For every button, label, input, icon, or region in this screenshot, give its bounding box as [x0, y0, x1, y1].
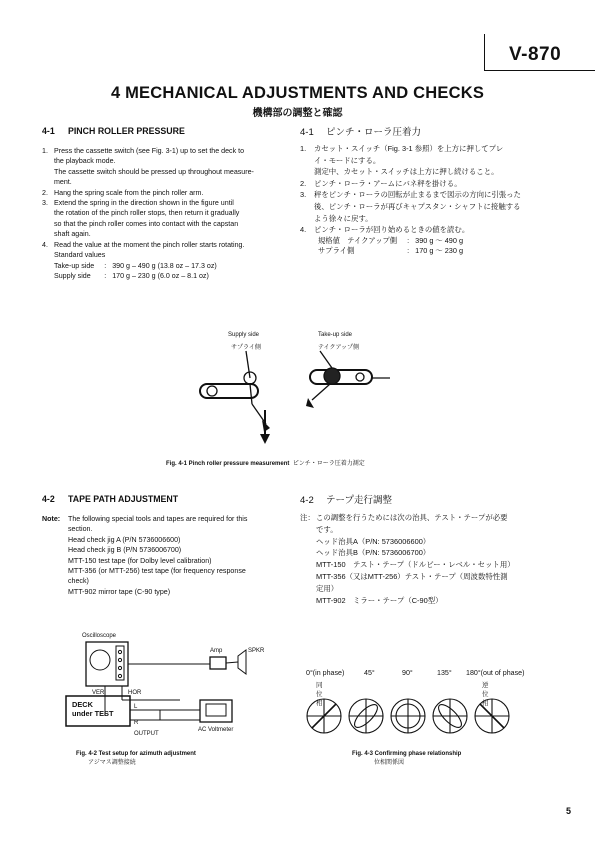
step-line: 後、ピンチ・ローラが再びキャプスタン・シャフトに接触する [314, 201, 521, 211]
hor-label: HOR [128, 690, 142, 696]
note-line: Head check jig B (P/N 5736006700) [68, 546, 182, 555]
step-number: 4. [300, 225, 307, 235]
standard-value-sep: : [407, 246, 410, 256]
standard-value-label: 規格値 テイクアップ側 [318, 236, 398, 245]
step-line: the playback mode. [54, 157, 116, 166]
step-line: カセット・スイッチ（Fig. 3-1 参照）を上方に押してプレ [314, 144, 504, 153]
note-line: MTT-150 テスト・テープ（ドルビー・レベル・セット用） [316, 560, 515, 570]
page-number: 5 [566, 806, 572, 816]
step-number: 4. [42, 240, 48, 249]
model-number: V-870 [509, 44, 562, 65]
note-line: MTT-902 ミラー・テープ（C-90型） [316, 595, 443, 605]
out-phase-jp-label: 逆位相 [482, 682, 489, 707]
phase-0-label: 0°(in phase) [306, 669, 345, 677]
fig-4-2-caption: Fig. 4-2 Test setup for azimuth adjustment アジマス調整接続 [76, 751, 196, 766]
ac-voltmeter-label: AC Voltmeter [198, 727, 234, 733]
step-line: ment. [54, 178, 72, 187]
fig-4-1-takeup-label: Take-up side [318, 332, 353, 338]
note-line: MTT-902 mirror tape (C-90 type) [68, 587, 171, 596]
step-line: The cassette switch should be pressed up throughout measure- [54, 167, 254, 176]
standard-value-value: 170 g – 230 g (6.0 oz – 8.1 oz) [112, 272, 209, 281]
oscilloscope-label: Oscilloscope [82, 633, 117, 639]
amp-label: Amp [210, 648, 223, 654]
standard-value-row [318, 236, 467, 246]
step-line: 秤をピンチ・ローラの回転が止まるまで図示の方向に引張った [314, 190, 521, 200]
note-line: 定用） [316, 583, 339, 593]
step-number: 1. [42, 147, 48, 155]
note-line: check) [68, 577, 89, 586]
step-line: ピンチ・ローラ・アームにバネ秤を掛ける。 [314, 178, 462, 188]
spkr-label: SPKR [248, 648, 265, 654]
channel-r-label: R [134, 720, 139, 726]
phase-lissajous-figures [304, 694, 514, 738]
step-3 [300, 189, 560, 224]
step-2 [300, 178, 560, 190]
step-1 [300, 143, 560, 178]
step-1 [42, 146, 292, 188]
phase-180-label: 180°(out of phase) [466, 669, 525, 677]
output-label: OUTPUT [134, 731, 159, 737]
note-line: この調整を行うためには次の治具、テスト・テープが必要 [316, 513, 508, 522]
step-number: 2. [300, 178, 307, 188]
section-4-1-heading: 4-1 PINCH ROLLER PRESSURE [42, 126, 185, 136]
step-line: 測定中、カセット・スイッチは上方に押し続けること。 [314, 167, 499, 177]
fig-4-1-takeup-label-jp: テイクアップ側 [318, 345, 360, 351]
step-number: 3. [300, 190, 307, 200]
phase-90-figure [391, 699, 425, 733]
standard-value-label: Take-up side [54, 262, 95, 270]
step-line: the rotation of the pinch roller stops, then return it gradually [54, 209, 240, 218]
deck-under-test-label: DECK under TEST [72, 700, 114, 718]
step-line: よう徐々に戻す。 [314, 213, 373, 223]
standard-value-row [54, 271, 221, 281]
step-line: Standard values [54, 251, 106, 260]
note-line: section. [68, 525, 93, 534]
standard-values-jp [318, 236, 467, 257]
phase-135-label: 135° [437, 669, 452, 677]
section-4-2-note-jp: 注： この調整を行うためには次の治具、テスト・テープが必要 です。 ヘッド治具A（P/N: 5736006600） ヘッド治具B（P/N: 5736006700） MTT-150 テスト・テープ（ドルビー・レベル・セット用） MTT-356（又はMTT-256）テスト・テープ（周波数特性測 定用） MTT-902 ミラー・テープ（C-90型） [300, 512, 570, 606]
standard-value-label: Supply side [54, 272, 91, 281]
ver-label: VER [92, 690, 105, 696]
page-title: 4 MECHANICAL ADJUSTMENTS AND CHECKS [110, 84, 485, 102]
standard-value-value: 390 g ～ 490 g [415, 236, 464, 245]
section-4-2-heading: 4-2 TAPE PATH ADJUSTMENT [42, 494, 179, 504]
section-4-2-heading-jp: 4-2 テープ走行調整 [300, 495, 393, 506]
section-4-1-heading-jp: 4-1 ピンチ・ローラ圧着力 [300, 127, 422, 138]
fig-4-3-caption: Fig. 4-3 Confirming phase relationship 位相関係図 [352, 751, 462, 766]
step-line: so that the pinch roller comes into contact with the capstan [54, 219, 239, 228]
step-2 [42, 188, 292, 198]
standard-value-sep: : [104, 262, 107, 270]
phase-0-figure [307, 699, 341, 733]
phase-45-label: 45° [364, 669, 375, 677]
step-line: Read the value at the moment the pinch roller starts rotating. [54, 240, 245, 249]
step-number: 1. [300, 144, 307, 153]
note-line: MTT-356 (or MTT-256) test tape (for frequency response [68, 567, 246, 576]
note-line: The following special tools and tapes are required for this [68, 515, 248, 523]
page-title-jp: 機構部の調整と確認 [252, 108, 343, 119]
section-4-2-note: Note: The following special tools and tapes are required for this section. Head check jig A (P/N 5736006600) Head check jig B (P/N 5736006700) MTT-150 test tape (for Dolby level calibration) MTT-356 (or MTT-256) test tape (for frequency response check) MTT-902 mirror tape (C-90 type) [42, 514, 292, 597]
step-line: イ・モードにする。 [314, 155, 381, 165]
standard-values [54, 261, 221, 282]
note-line: ヘッド治具A（P/N: 5736006600） [316, 536, 431, 546]
section-4-1-steps [42, 146, 292, 260]
step-4 [300, 224, 560, 236]
note-line: です。 [316, 524, 338, 534]
note-line: Head check jig A (P/N 5736006600) [68, 535, 181, 544]
step-number: 3. [42, 199, 48, 208]
step-line: ピンチ・ローラが回り始めるときの値を読む。 [314, 225, 470, 235]
step-number: 2. [42, 188, 48, 197]
step-3 [42, 198, 292, 240]
step-line: Extend the spring in the direction shown in the figure until [54, 199, 234, 208]
step-line: Hang the spring scale from the pinch roller arm. [54, 188, 204, 197]
in-phase-jp-label: 同位相 [316, 682, 323, 707]
phase-135-figure [433, 699, 467, 733]
standard-value-sep: : [407, 236, 410, 245]
phase-90-label: 90° [402, 669, 413, 677]
note-line: ヘッド治具B（P/N: 5736006700） [316, 548, 431, 558]
step-line: Press the cassette switch (see Fig. 3-1) up to set the deck to [54, 147, 245, 155]
fig-4-1-supply-label-jp: サプライ側 [231, 345, 261, 351]
section-4-1-steps-jp [300, 143, 560, 236]
step-4 [42, 240, 292, 261]
note-line: MTT-150 test tape (for Dolby level calibration) [68, 556, 212, 565]
standard-value-row [54, 261, 221, 271]
standard-value-label: サプライ側 [318, 246, 355, 256]
standard-value-sep: : [104, 272, 107, 281]
note-line: MTT-356（又はMTT-256）テスト・テープ（周波数特性測 [316, 571, 508, 581]
phase-45-figure [349, 699, 383, 733]
model-box [484, 34, 595, 71]
standard-value-value: 170 g ～ 230 g [415, 246, 464, 256]
step-line: shaft again. [54, 230, 91, 239]
fig-4-1-pinch-roller-drawing [190, 348, 420, 448]
channel-l-label: L [134, 704, 138, 710]
standard-value-value: 390 g – 490 g (13.8 oz – 17.3 oz) [112, 262, 217, 270]
phase-180-figure [475, 699, 509, 733]
standard-value-row [318, 246, 467, 256]
fig-4-1-supply-label: Supply side [228, 332, 260, 338]
fig-4-1-caption: Fig. 4-1 Pinch roller pressure measurement ピンチ・ローラ圧着力測定 [166, 461, 365, 467]
